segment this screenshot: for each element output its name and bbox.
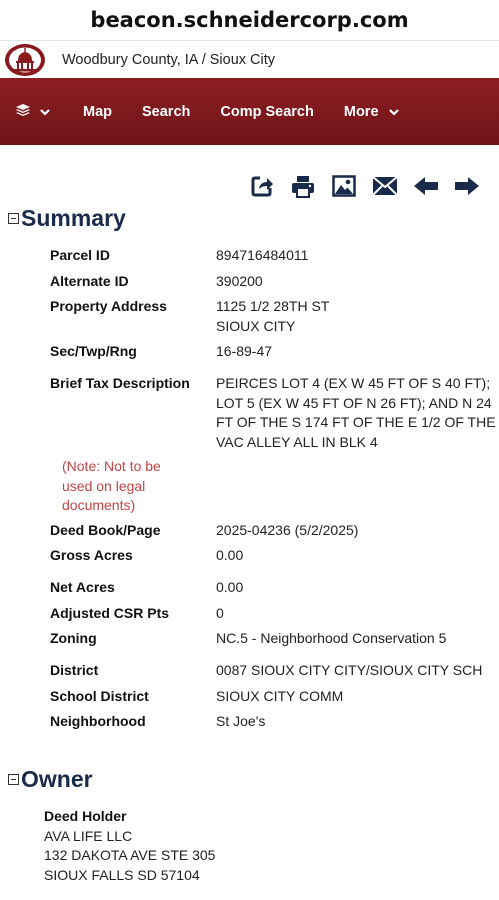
csr-value: 0 <box>216 605 224 621</box>
report-toolbar <box>241 172 487 200</box>
alternate-id-value: 390200 <box>216 273 263 289</box>
brief-tax-line: VAC ALLEY ALL IN BLK 4 <box>216 433 378 450</box>
brief-tax-line: PEIRCES LOT 4 (EX W 45 FT OF S 40 FT); <box>216 375 491 391</box>
print-icon[interactable] <box>282 172 323 200</box>
district-value: 0087 SIOUX CITY CITY/SIOUX CITY SCH <box>216 662 483 678</box>
main-nav <box>0 78 499 145</box>
arrow-left-icon[interactable] <box>405 172 446 200</box>
legal-note-line: documents) <box>62 497 136 513</box>
browser-url[interactable]: beacon.schneidercorp.com <box>90 8 409 32</box>
collapse-icon[interactable] <box>8 774 19 785</box>
owner-details <box>44 807 215 885</box>
layers-icon <box>16 104 30 120</box>
legal-note-line: (Note: Not to be <box>62 458 161 474</box>
zoning-value: NC.5 - Neighborhood Conservation 5 <box>216 630 447 646</box>
nav-search[interactable]: Search <box>142 103 191 120</box>
property-address-line1: 1125 1/2 28TH ST <box>216 298 330 314</box>
parcel-id-value: 894716484011 <box>216 247 309 263</box>
school-district-label: School District <box>50 688 149 704</box>
summary-section-header <box>8 205 126 232</box>
district-label: District <box>50 662 99 678</box>
layers-menu-button[interactable] <box>0 78 70 145</box>
owner-address-line2: SIOUX FALLS SD 57104 <box>44 866 200 883</box>
capitol-dome-seal-icon[interactable] <box>4 43 46 77</box>
zoning-label: Zoning <box>50 630 97 646</box>
alternate-id-label: Alternate ID <box>50 273 129 289</box>
owner-address-line1: 132 DAKOTA AVE STE 305 <box>44 847 216 863</box>
legal-note <box>62 457 192 516</box>
summary-title: Summary <box>21 205 126 231</box>
brief-tax-line: FT OF THE S 174 FT OF THE E 1/2 OF THE <box>216 414 496 430</box>
deed-book-value: 2025-04236 (5/2/2025) <box>216 522 359 538</box>
share-icon[interactable] <box>241 172 282 200</box>
net-acres-label: Net Acres <box>50 579 115 595</box>
net-acres-value: 0.00 <box>216 579 244 595</box>
collapse-icon[interactable] <box>8 213 19 224</box>
gross-acres-value: 0.00 <box>216 547 244 563</box>
owner-title: Owner <box>21 766 93 792</box>
legal-note-line: used on legal <box>62 477 146 494</box>
school-district-value: SIOUX CITY COMM <box>216 688 344 704</box>
nav-map[interactable]: Map <box>83 103 112 120</box>
email-icon[interactable] <box>364 172 405 200</box>
site-header <box>0 40 499 78</box>
gross-acres-label: Gross Acres <box>50 547 133 563</box>
nav-more-label: More <box>343 103 379 120</box>
nav-comp-search[interactable]: Comp Search <box>220 103 314 120</box>
property-address-value <box>216 297 496 336</box>
neighborhood-label: Neighborhood <box>50 713 146 729</box>
brief-tax-label: Brief Tax Description <box>50 375 190 391</box>
owner-name[interactable]: AVA LIFE LLC <box>44 827 133 844</box>
owner-section-header <box>8 766 93 793</box>
nav-more[interactable] <box>344 78 399 145</box>
deed-book-label: Deed Book/Page <box>50 522 161 538</box>
brief-tax-value <box>216 374 496 452</box>
csr-label: Adjusted CSR Pts <box>50 605 170 621</box>
sec-twp-rng-label: Sec/Twp/Rng <box>50 343 137 359</box>
property-address-label: Property Address <box>50 298 167 314</box>
neighborhood-value[interactable]: St Joe's <box>216 713 266 729</box>
sec-twp-rng-value: 16-89-47 <box>216 343 273 359</box>
chevron-down-icon <box>389 104 399 120</box>
arrow-right-icon[interactable] <box>446 172 487 200</box>
site-title[interactable]: Woodbury County, IA / Sioux City <box>62 51 276 68</box>
chevron-down-icon <box>40 104 50 120</box>
brief-tax-line: LOT 5 (EX W 45 FT OF N 26 FT); AND N 24 <box>216 394 492 411</box>
deed-holder-label: Deed Holder <box>44 808 127 824</box>
property-address-line2: SIOUX CITY <box>216 317 296 334</box>
image-icon[interactable] <box>323 172 364 200</box>
parcel-id-label: Parcel ID <box>50 247 110 263</box>
